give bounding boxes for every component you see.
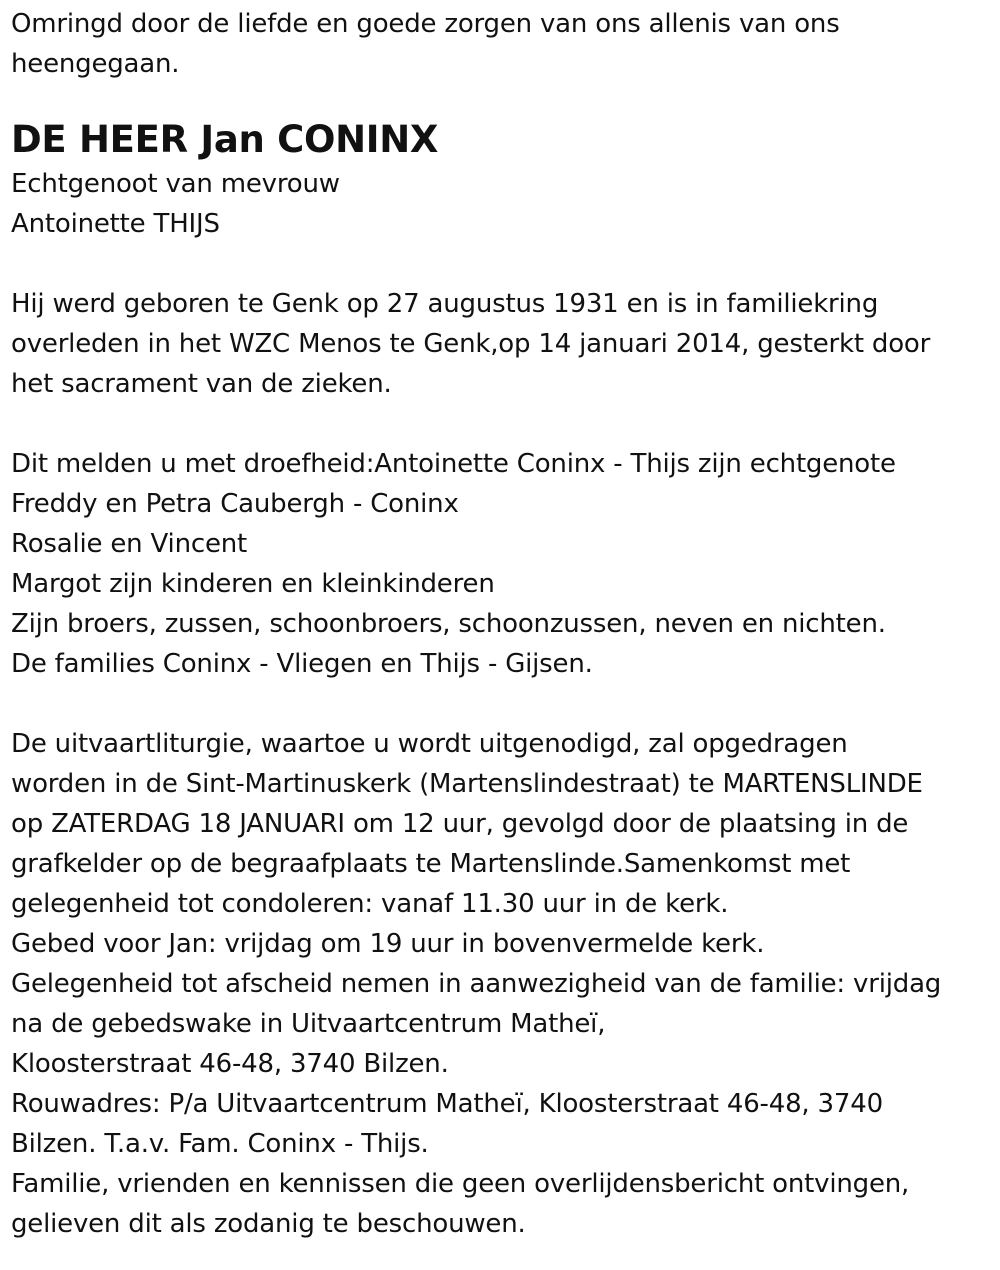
birth-line: het sacrament van de zieken. xyxy=(11,369,392,399)
funeral-line: Gelegenheid tot afscheid nemen in aanwezigheid van de familie: vrijdag xyxy=(11,969,942,999)
paragraph-spacer xyxy=(11,244,991,284)
funeral-line: Familie, vrienden en kennissen die geen overlijdensbericht ontvingen, xyxy=(11,1169,910,1199)
funeral-line: Bilzen. T.a.v. Fam. Coninx - Thijs. xyxy=(11,1129,429,1159)
funeral-paragraph xyxy=(11,724,991,1244)
family-line: Freddy en Petra Caubergh - Coninx xyxy=(11,489,459,519)
obituary-document xyxy=(11,4,991,1244)
funeral-line: Gebed voor Jan: vrijdag om 19 uur in bovenvermelde kerk. xyxy=(11,929,765,959)
spouse-line: Antoinette THIJS xyxy=(11,209,220,239)
intro-paragraph xyxy=(11,4,991,84)
family-line: De families Coninx - Vliegen en Thijs - Gijsen. xyxy=(11,649,593,679)
family-paragraph xyxy=(11,444,991,684)
funeral-line: worden in de Sint-Martinuskerk (Martenslindestraat) te MARTENSLINDE xyxy=(11,769,923,799)
family-line: Zijn broers, zussen, schoonbroers, schoonzussen, neven en nichten. xyxy=(11,609,886,639)
deceased-name: DE HEER Jan CONINX xyxy=(11,118,439,161)
birth-paragraph xyxy=(11,284,991,404)
funeral-line: na de gebedswake in Uitvaartcentrum Matheï, xyxy=(11,1009,606,1039)
funeral-line: gelegenheid tot condoleren: vanaf 11.30 uur in de kerk. xyxy=(11,889,729,919)
funeral-line: grafkelder op de begraafplaats te Martenslinde.Samenkomst met xyxy=(11,849,851,879)
intro-line: Omringd door de liefde en goede zorgen van ons allenis van ons xyxy=(11,9,840,39)
spouse-line: Echtgenoot van mevrouw xyxy=(11,169,340,199)
funeral-line: Kloosterstraat 46-48, 3740 Bilzen. xyxy=(11,1049,449,1079)
funeral-line: gelieven dit als zodanig te beschouwen. xyxy=(11,1209,526,1239)
family-line: Rosalie en Vincent xyxy=(11,529,248,559)
paragraph-spacer xyxy=(11,404,991,444)
spouse-paragraph xyxy=(11,164,991,244)
birth-line: overleden in het WZC Menos te Genk,op 14 januari 2014, gesterkt door xyxy=(11,329,931,359)
birth-line: Hij werd geboren te Genk op 27 augustus 1931 en is in familiekring xyxy=(11,289,879,319)
paragraph-spacer xyxy=(11,684,991,724)
family-line: Margot zijn kinderen en kleinkinderen xyxy=(11,569,495,599)
funeral-line: op ZATERDAG 18 JANUARI om 12 uur, gevolgd door de plaatsing in de xyxy=(11,809,909,839)
intro-line: heengegaan. xyxy=(11,49,180,79)
funeral-line: De uitvaartliturgie, waartoe u wordt uitgenodigd, zal opgedragen xyxy=(11,729,848,759)
funeral-line: Rouwadres: P/a Uitvaartcentrum Matheï, Kloosterstraat 46-48, 3740 xyxy=(11,1089,883,1119)
family-line: Dit melden u met droefheid:Antoinette Coninx - Thijs zijn echtgenote xyxy=(11,449,896,479)
